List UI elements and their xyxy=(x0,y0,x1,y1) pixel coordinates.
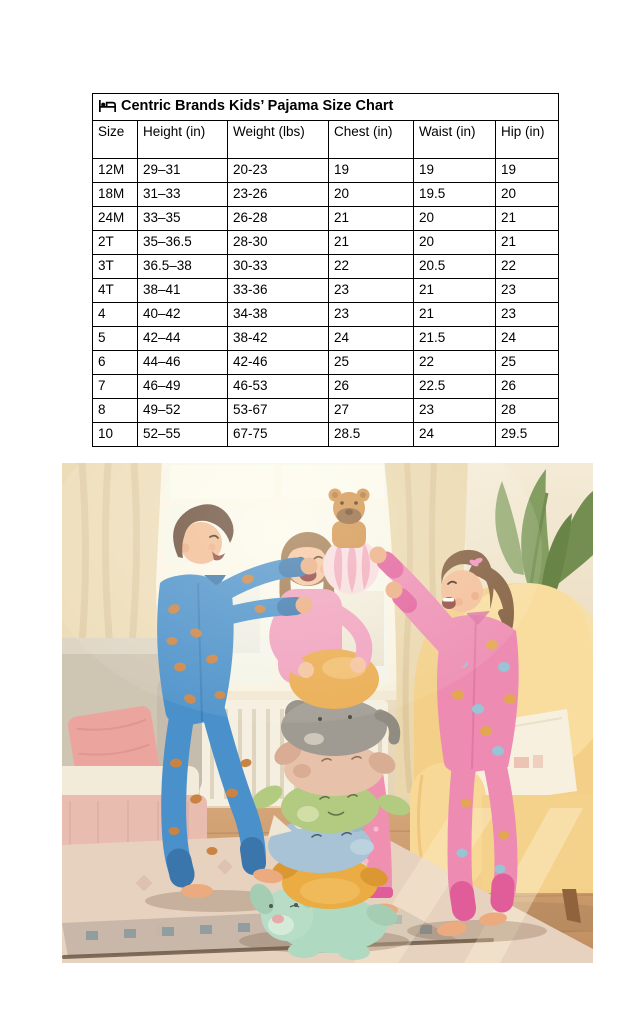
table-row xyxy=(93,183,559,207)
table-row xyxy=(93,231,559,255)
table-row xyxy=(93,375,559,399)
table-row xyxy=(93,255,559,279)
table-cell: 29.5 xyxy=(496,423,559,447)
table-cell: 24M xyxy=(93,207,138,231)
table-cell: 29–31 xyxy=(138,159,228,183)
table-cell: 34-38 xyxy=(228,303,329,327)
column-header-size: Size xyxy=(93,121,138,159)
table-row xyxy=(93,159,559,183)
table-cell: 21 xyxy=(496,231,559,255)
table-cell: 22.5 xyxy=(414,375,496,399)
table-cell: 49–52 xyxy=(138,399,228,423)
table-cell: 42–44 xyxy=(138,327,228,351)
table-cell: 26 xyxy=(329,375,414,399)
table-cell: 23 xyxy=(414,399,496,423)
table-cell: 21 xyxy=(414,279,496,303)
table-cell: 25 xyxy=(496,351,559,375)
table-row xyxy=(93,351,559,375)
table-cell: 20 xyxy=(414,207,496,231)
table-cell: 40–42 xyxy=(138,303,228,327)
table-cell: 4 xyxy=(93,303,138,327)
column-header-waist: Waist (in) xyxy=(414,121,496,159)
size-chart-table xyxy=(92,93,559,447)
table-cell: 33–35 xyxy=(138,207,228,231)
table-cell: 23 xyxy=(496,279,559,303)
table-cell: 20-23 xyxy=(228,159,329,183)
size-chart-title: Centric Brands Kids’ Pajama Size Chart xyxy=(121,98,394,114)
table-cell: 38–41 xyxy=(138,279,228,303)
table-cell: 33-36 xyxy=(228,279,329,303)
table-cell: 3T xyxy=(93,255,138,279)
table-cell: 23 xyxy=(329,279,414,303)
size-chart-title-cell xyxy=(93,94,559,121)
pajama-kids-photo xyxy=(62,463,593,963)
table-row xyxy=(93,327,559,351)
table-cell: 22 xyxy=(329,255,414,279)
table-cell: 28 xyxy=(496,399,559,423)
table-cell: 20 xyxy=(329,183,414,207)
table-cell: 23-26 xyxy=(228,183,329,207)
size-chart-title-row xyxy=(93,94,559,121)
table-cell: 28-30 xyxy=(228,231,329,255)
size-chart-header-row xyxy=(93,121,559,159)
table-cell: 21 xyxy=(329,207,414,231)
table-cell: 21 xyxy=(414,303,496,327)
table-row xyxy=(93,423,559,447)
table-cell: 46–49 xyxy=(138,375,228,399)
table-cell: 19 xyxy=(329,159,414,183)
table-cell: 12M xyxy=(93,159,138,183)
table-row xyxy=(93,279,559,303)
bed-icon xyxy=(99,100,116,116)
table-cell: 42-46 xyxy=(228,351,329,375)
table-cell: 20 xyxy=(496,183,559,207)
table-cell: 24 xyxy=(414,423,496,447)
table-cell: 24 xyxy=(496,327,559,351)
table-cell: 52–55 xyxy=(138,423,228,447)
table-cell: 30-33 xyxy=(228,255,329,279)
table-cell: 6 xyxy=(93,351,138,375)
column-header-height: Height (in) xyxy=(138,121,228,159)
table-cell: 27 xyxy=(329,399,414,423)
table-cell: 46-53 xyxy=(228,375,329,399)
table-row xyxy=(93,207,559,231)
table-cell: 2T xyxy=(93,231,138,255)
table-cell: 25 xyxy=(329,351,414,375)
table-cell: 20.5 xyxy=(414,255,496,279)
table-cell: 28.5 xyxy=(329,423,414,447)
table-cell: 19 xyxy=(496,159,559,183)
table-cell: 19.5 xyxy=(414,183,496,207)
table-cell: 26 xyxy=(496,375,559,399)
column-header-weight: Weight (lbs) xyxy=(228,121,329,159)
table-cell: 19 xyxy=(414,159,496,183)
table-cell: 23 xyxy=(329,303,414,327)
column-header-chest: Chest (in) xyxy=(329,121,414,159)
table-cell: 20 xyxy=(414,231,496,255)
table-cell: 5 xyxy=(93,327,138,351)
table-cell: 4T xyxy=(93,279,138,303)
table-cell: 7 xyxy=(93,375,138,399)
table-cell: 22 xyxy=(414,351,496,375)
table-cell: 21 xyxy=(329,231,414,255)
size-chart-body xyxy=(93,159,559,447)
table-cell: 31–33 xyxy=(138,183,228,207)
table-cell: 8 xyxy=(93,399,138,423)
table-cell: 36.5–38 xyxy=(138,255,228,279)
table-cell: 35–36.5 xyxy=(138,231,228,255)
table-cell: 23 xyxy=(496,303,559,327)
table-cell: 44–46 xyxy=(138,351,228,375)
table-cell: 24 xyxy=(329,327,414,351)
column-header-hip: Hip (in) xyxy=(496,121,559,159)
table-cell: 67-75 xyxy=(228,423,329,447)
table-cell: 10 xyxy=(93,423,138,447)
table-row xyxy=(93,303,559,327)
table-row xyxy=(93,399,559,423)
table-cell: 18M xyxy=(93,183,138,207)
table-cell: 21 xyxy=(496,207,559,231)
table-cell: 26-28 xyxy=(228,207,329,231)
table-cell: 53-67 xyxy=(228,399,329,423)
table-cell: 21.5 xyxy=(414,327,496,351)
table-cell: 22 xyxy=(496,255,559,279)
table-cell: 38-42 xyxy=(228,327,329,351)
